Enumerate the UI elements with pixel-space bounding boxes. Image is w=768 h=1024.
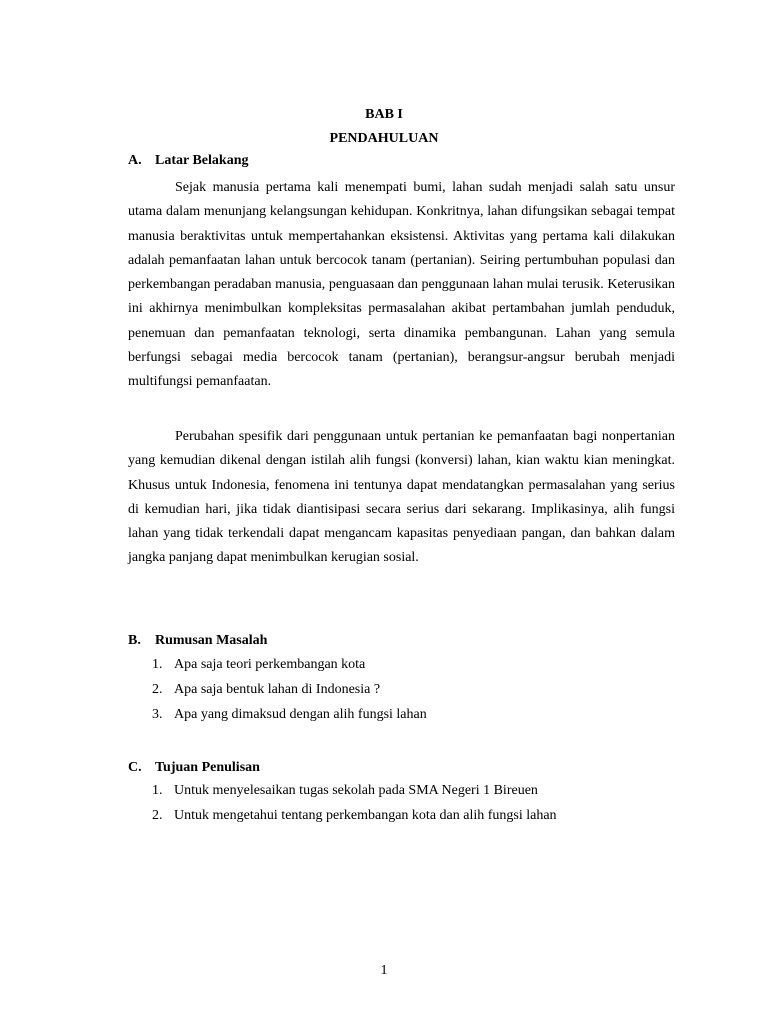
chapter-title: PENDAHULUAN xyxy=(329,131,439,146)
objective-list xyxy=(152,783,557,833)
list-item xyxy=(152,783,557,808)
background-paragraph-2: Perubahan spesifik dari penggunaan untuk pertanian ke pemanfaatan bagi nonpertanian yang kemudian dikenal dengan istilah alih fungsi (konversi) lahan, kian waktu kian meningkat. Khusus untuk Indonesia, fenomena ini tentunya dapat mendatangkan permasalahan yang serius di kemudian hari, jika tidak diantisipasi secara serius dari sekarang. Implikasinya, alih fungsi lahan yang tidak terkendali dapat mengancam kapasitas penyediaan pangan, dan bahkan dalam jangka panjang dapat menimbulkan kerugian sosial. xyxy=(128,429,675,566)
section-c-heading xyxy=(128,760,260,776)
list-item xyxy=(152,707,427,732)
page-number: 1 xyxy=(380,963,388,978)
list-item-number: 1. xyxy=(152,657,163,672)
list-item-text: Untuk mengetahui tentang perkembangan kota dan alih fungsi lahan xyxy=(174,808,557,823)
list-item-text: Untuk menyelesaikan tugas sekolah pada SMA Negeri 1 Bireuen xyxy=(174,783,538,798)
list-item-number: 2. xyxy=(152,808,163,823)
list-item-text: Apa saja teori perkembangan kota xyxy=(174,657,366,672)
problem-list xyxy=(152,657,427,732)
section-b-letter: B. xyxy=(128,633,141,648)
background-paragraph-1: Sejak manusia pertama kali menempati bumi, lahan sudah menjadi salah satu unsur utama dalam menunjang kelangsungan kehidupan. Konkritnya, lahan difungsikan sebagai tempat manusia beraktivitas untuk mempertahankan eksistensi. Aktivitas yang pertama kali dilakukan adalah pemanfaatan lahan untuk bercocok tanam (pertanian). Seiring pertumbuhan populasi dan perkembangan peradaban manusia, penguasaan dan penggunaan lahan mulai terusik. Keterusikan ini akhirnya menimbulkan kompleksitas permasalahan akibat pertambahan jumlah penduduk, penemuan dan pemanfaatan teknologi, serta dinamika pembangunan. Lahan yang semula berfungsi sebagai media bercocok tanam (pertanian), berangsur-angsur berubah menjadi multifungsi pemanfaatan. xyxy=(128,180,675,390)
list-item xyxy=(152,657,427,682)
list-item xyxy=(152,808,557,833)
list-item-number: 2. xyxy=(152,682,163,697)
section-a-letter: A. xyxy=(128,153,142,168)
list-item-number: 1. xyxy=(152,783,163,798)
section-c-title: Tujuan Penulisan xyxy=(155,760,260,775)
section-b-heading xyxy=(128,633,267,649)
list-item-text: Apa yang dimaksud dengan alih fungsi lahan xyxy=(174,707,427,722)
section-a-heading xyxy=(128,153,248,169)
section-c-letter: C. xyxy=(128,760,142,775)
list-item xyxy=(152,682,427,707)
section-a-title: Latar Belakang xyxy=(155,153,249,168)
chapter-number: BAB I xyxy=(365,107,403,122)
list-item-text: Apa saja bentuk lahan di Indonesia ? xyxy=(174,682,381,697)
section-b-title: Rumusan Masalah xyxy=(155,633,268,648)
list-item-number: 3. xyxy=(152,707,163,722)
